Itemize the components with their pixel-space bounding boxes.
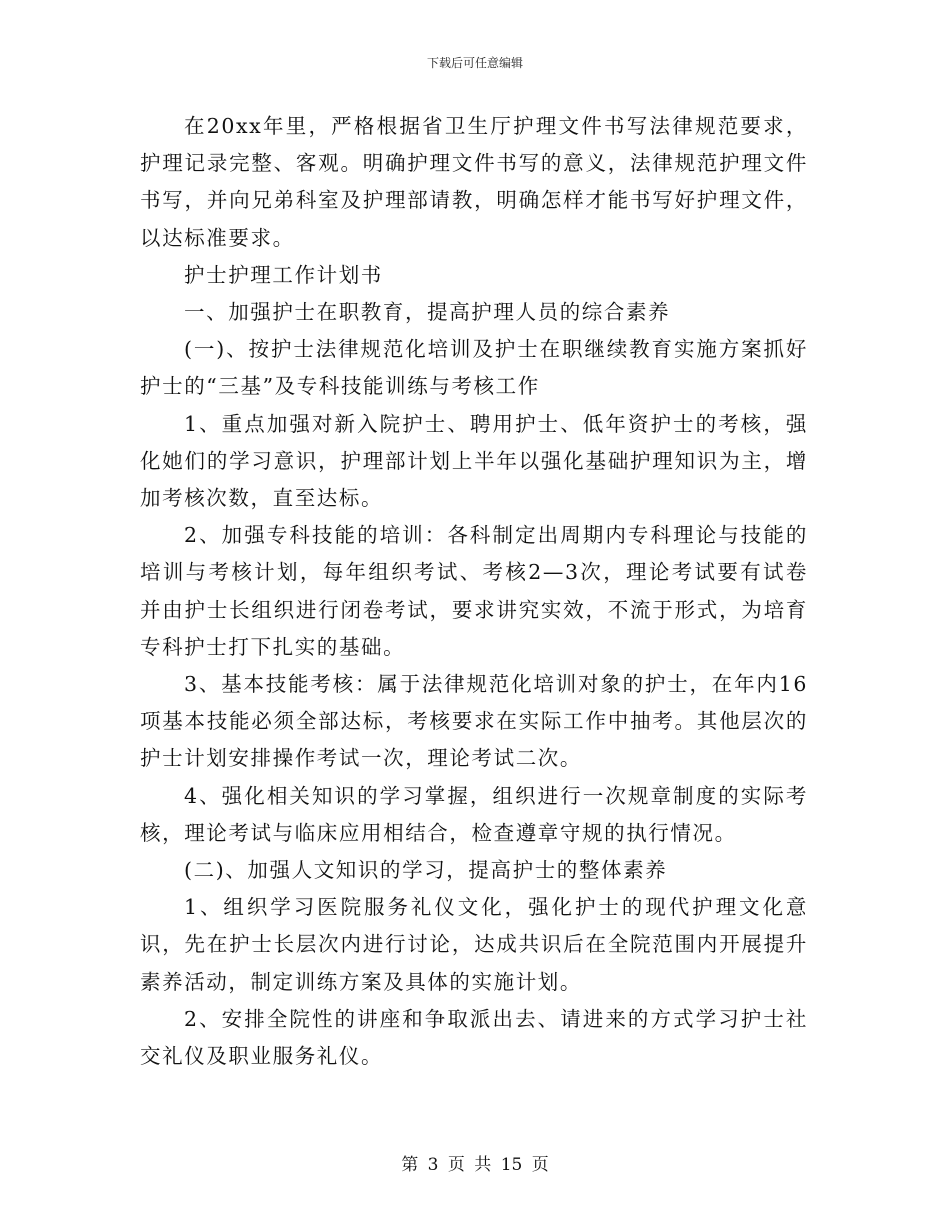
page-number: 第 3 页 共 15 页 bbox=[401, 1155, 549, 1175]
subheading-1: (一)、按护士法律规范化培训及护士在职继续教育实施方案抓好护士的“三基”及专科技能训练与考核工作 bbox=[140, 337, 808, 399]
list-item-6: 2、安排全院性的讲座和争取派出去、请进来的方式学习护士社交礼仪及职业服务礼仪。 bbox=[140, 1006, 808, 1069]
list-item-3: 3、基本技能考核：属于法律规范化培训对象的护士，在年内16项基本技能必须全部达标，考核要求在实际工作中抽考。其他层次的护士计划安排操作考试一次，理论考试二次。 bbox=[140, 672, 808, 771]
list-item-1: 1、重点加强对新入院护士、聘用护士、低年资护士的考核，强化她们的学习意识，护理部计划上半年以强化基础护理知识为主，增加考核次数，直至达标。 bbox=[140, 411, 808, 511]
section-title: 护士护理工作计划书 bbox=[184, 262, 383, 287]
document-body bbox=[140, 108, 808, 1075]
list-item-2: 2、加强专科技能的培训：各科制定出周期内专科理论与技能的培训与考核计划，每年组织考试、考核2—3次，理论考试要有试卷并由护士长组织进行闭卷考试，要求讲究实效，不流于形式，为培育专科护士打下扎实的基础。 bbox=[140, 523, 808, 659]
subheading-2: (二)、加强人文知识的学习，提高护士的整体素养 bbox=[184, 858, 668, 883]
heading-1: 一、加强护士在职教育，提高护理人员的综合素养 bbox=[184, 300, 671, 325]
list-item-5: 1、组织学习医院服务礼仪文化，强化护士的现代护理文化意识，先在护士长层次内进行讨论，达成共识后在全院范围内开展提升素养活动，制定训练方案及具体的实施计划。 bbox=[140, 895, 808, 994]
header-note: 下载后可任意编辑 bbox=[426, 56, 523, 70]
paragraph-records: 在20xx年里，严格根据省卫生厅护理文件书写法律规范要求，护理记录完整、客观。明确护理文件书写的意义，法律规范护理文件书写，并向兄弟科室及护理部请教，明确怎样才能书写好护理文件，以达标准要求。 bbox=[140, 114, 808, 250]
list-item-4: 4、强化相关知识的学习掌握，组织进行一次规章制度的实际考核，理论考试与临床应用相结合，检查遵章守规的执行情况。 bbox=[140, 783, 808, 845]
